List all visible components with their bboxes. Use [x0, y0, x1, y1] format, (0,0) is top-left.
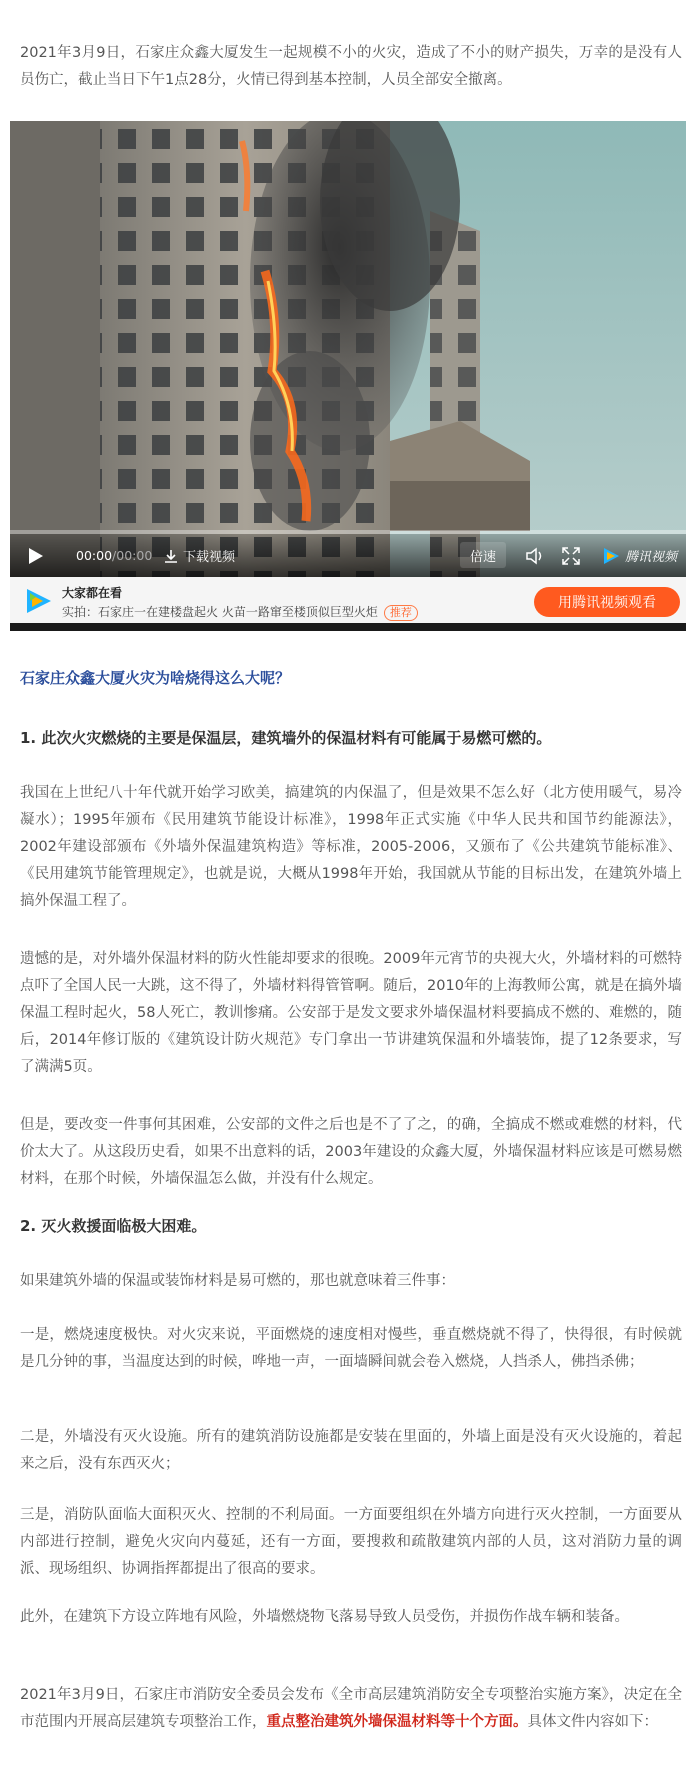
rec-title: 大家都在看 [62, 586, 123, 600]
volume-button[interactable] [526, 534, 546, 577]
paragraph-6: 二是，外墙没有灭火设施。所有的建筑消防设施都是安装在里面的，外墙上面是没有灭火设施的，着起来之后，没有东西灭火； [20, 1429, 682, 1472]
video-player[interactable] [10, 121, 686, 577]
play-icon [28, 547, 44, 565]
time-total: /00:00 [112, 548, 153, 563]
rec-video-link[interactable] [62, 603, 418, 621]
play-button[interactable] [28, 534, 50, 577]
download-icon [164, 549, 178, 563]
paragraph-9-start: 2021年3月9日，石家庄市消防安全委员会发布《全市高层建筑消防安全专项整治实施方案》，决定在全市范围内开展高层建筑专项整治工作， [20, 1687, 682, 1730]
paragraph-9-end: 具体文件内容如下： [527, 1714, 658, 1730]
fullscreen-button[interactable] [562, 534, 580, 577]
paragraph-9-highlight: 重点整治建筑外墙保温材料等十个方面。 [266, 1714, 528, 1730]
paragraph-4: 如果建筑外墙的保温或装饰材料是易可燃的，那也就意味着三件事： [20, 1273, 455, 1289]
paragraph-8: 此外，在建筑下方设立阵地有风险，外墙燃烧物飞落易导致人员受伤，并损伤作战车辆和装备。 [20, 1609, 629, 1625]
paragraph-1: 我国在上世纪八十年代就开始学习欧美，搞建筑的内保温了，但是效果不怎么好（北方使用暖气，易冷凝水）；1995年颁布《民用建筑节能设计标准》，1998年正式实施《中华人民共和国节约能源法》，2002年建设部颁布《外墙外保温建筑构造》等标准，2005-2006，又颁布了《公共建筑节能标准》、《民用建筑节能管理规定》，也就是说，大概从1998年开始，我国就从节能的目标出发，在建筑外墙上搞外保温工程了。 [20, 785, 682, 909]
paragraph-5: 一是，燃烧速度极快。对火灾来说，平面燃烧的速度相对慢些，垂直燃烧就不得了，快得很，有时候就是几分钟的事，当温度达到的时候，哗地一声，一面墙瞬间就会卷入燃烧，人挡杀人，佛挡杀佛； [20, 1327, 682, 1370]
section2-heading: 2. 灭火救援面临极大困难。 [20, 1217, 207, 1235]
speed-button[interactable]: 倍速 [460, 542, 506, 568]
paragraph-2: 遗憾的是，对外墙外保温材料的防火性能却要求的很晚。2009年元宵节的央视大火，外墙材料的可燃特点吓了全国人民一大跳，这不得了，外墙材料得管管啊。随后，2010年的上海教师公寓，就是在搞外墙保温工程时起火，58人死亡，教训惨痛。公安部于是发文要求外墙保温材料要搞成不燃的、难燃的，随后，2014年修订版的《建筑设计防火规范》专门拿出一节讲建筑保温和外墙装饰，提了12条要求，写了满满5页。 [20, 951, 682, 1075]
recommend-tag: 推荐 [384, 605, 418, 621]
volume-icon [526, 547, 546, 565]
tencent-video-logo-icon [602, 547, 620, 565]
download-video-button[interactable] [164, 534, 235, 577]
section1-heading: 1. 此次火灾燃烧的主要是保温层，建筑墙外的保温材料有可能属于易燃可燃的。 [20, 729, 552, 747]
tencent-video-logo-icon [24, 587, 52, 615]
rec-subtitle: 实拍：石家庄一在建楼盘起火 火苗一路窜至楼顶似巨型火炬 [62, 605, 378, 619]
question-heading: 石家庄众鑫大厦火灾为啥烧得这么大呢？ [20, 669, 291, 687]
paragraph-9 [20, 1682, 682, 1736]
paragraph-3: 但是，要改变一件事何其困难，公安部的文件之后也是不了了之，的确，全搞成不燃或难燃的材料，代价太大了。从这段历史看，如果不出意料的话，2003年建设的众鑫大厦，外墙保温材料应该是可燃易燃材料，在那个时候，外墙保温怎么做，并没有什么规定。 [20, 1117, 682, 1187]
tencent-video-brand[interactable] [602, 534, 677, 577]
video-controls [10, 534, 686, 577]
fullscreen-icon [562, 547, 580, 565]
video-time [76, 534, 152, 577]
watch-in-tencent-button[interactable]: 用腾讯视频观看 [534, 587, 680, 617]
intro-paragraph: 2021年3月9日，石家庄众鑫大厦发生一起规模不小的火灾，造成了不小的财产损失，万幸的是没有人员伤亡，截止当日下午1点28分，火情已得到基本控制，人员全部安全撤离。 [20, 45, 682, 88]
paragraph-7: 三是，消防队面临大面积灭火、控制的不利局面。一方面要组织在外墙方向进行灭火控制，一方面要从内部进行控制，避免火灾向内蔓延，还有一方面，要搜救和疏散建筑内部的人员，这对消防力量的调派、现场组织、协调指挥都提出了很高的要求。 [20, 1507, 682, 1577]
video-frame-fire [10, 121, 686, 577]
time-current: 00:00 [76, 548, 113, 563]
brand-label: 腾讯视频 [625, 550, 678, 565]
download-label: 下载视频 [183, 550, 236, 565]
recommendation-bar[interactable] [10, 577, 686, 631]
